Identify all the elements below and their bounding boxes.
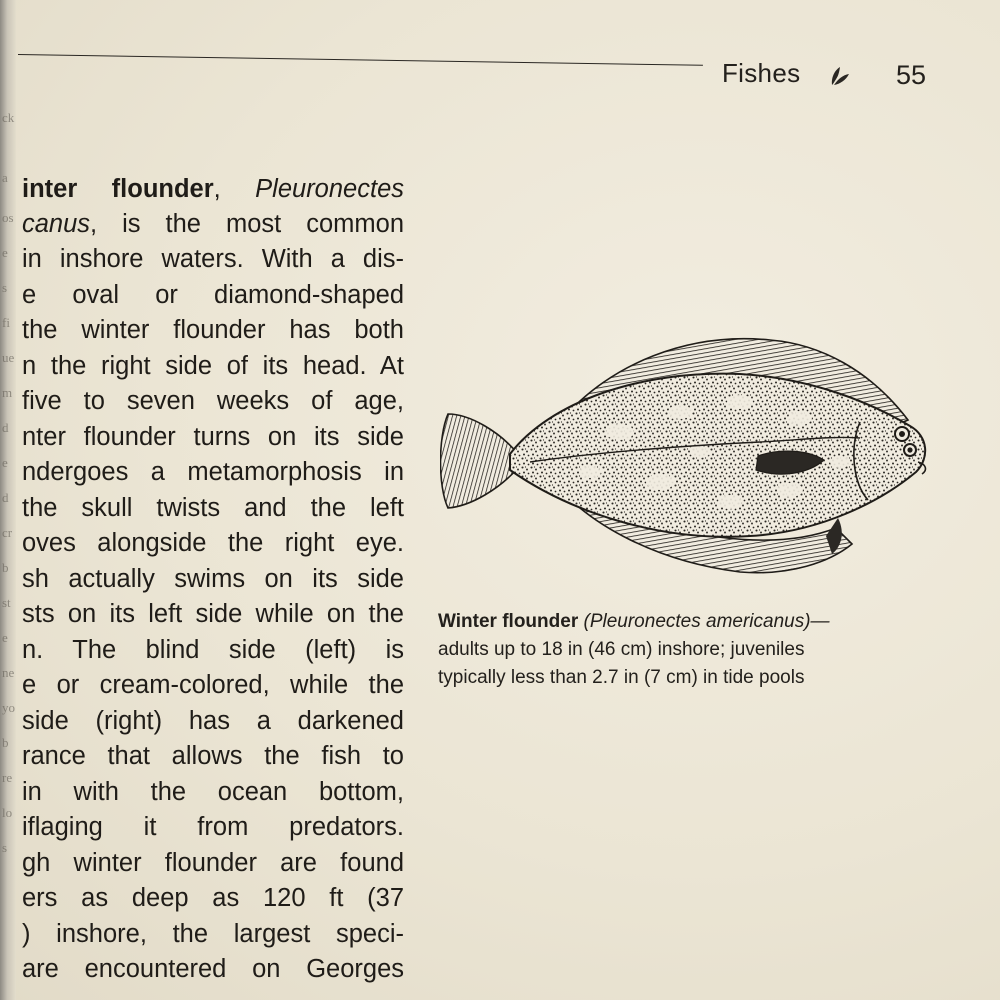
body-line: in with the ocean bottom, [22,778,404,806]
body-line: ers as deep as 120 ft (37 [22,884,404,912]
species-common-name: inter flounder [22,175,214,203]
body-line: oves alongside the right eye. [22,529,404,557]
caption-line: typically less than 2.7 in (7 cm) in tide pools [438,667,805,688]
body-line: the winter flounder has both [22,316,404,344]
body-line: side (right) has a darkened [22,707,404,735]
caption-line [438,608,938,636]
body-line: rance that allows the fish to [22,742,404,770]
body-line: the skull twists and the left [22,494,404,522]
body-line: n the right side of its head. At [22,352,404,380]
flounder-illustration [440,322,932,584]
body-line: e oval or diamond-shaped [22,281,404,309]
body-line: ndergoes a metamorphosis in [22,458,404,486]
species-genus: Pleuronectes [255,175,404,203]
leaf-icon [828,65,852,87]
body-line: n. The blind side (left) is [22,636,404,664]
body-line: e or cream-colored, while the [22,671,404,699]
figure-caption [438,608,938,692]
facing-page-bleed: ck a os e s fi ue m d e d cr b st e ne yo b re lo s [2,110,15,855]
caption-common-name: Winter flounder [438,611,579,632]
body-line: sts on its left side while on the [22,600,404,628]
body-line: five to seven weeks of age, [22,387,404,415]
running-head: Fishes [722,58,801,88]
body-line: sh actually swims on its side [22,565,404,593]
body-line: nter flounder turns on its side [22,423,404,451]
body-line: ) inshore, the largest speci- [22,920,404,948]
caption-scientific-name: (Pleuronectes americanus)— [583,611,830,632]
body-line: gh winter flounder are found [22,849,404,877]
body-line: in inshore waters. With a dis- [22,245,404,273]
body-line: canus, is the most common [22,210,404,238]
body-line: are encountered on Georges [22,955,404,983]
body-line: iflaging it from predators. [22,813,404,841]
body-line: inter flounder, Pleuronectes [22,175,404,203]
caption-line: adults up to 18 in (46 cm) inshore; juveniles [438,639,805,660]
page-number: 55 [896,60,927,90]
